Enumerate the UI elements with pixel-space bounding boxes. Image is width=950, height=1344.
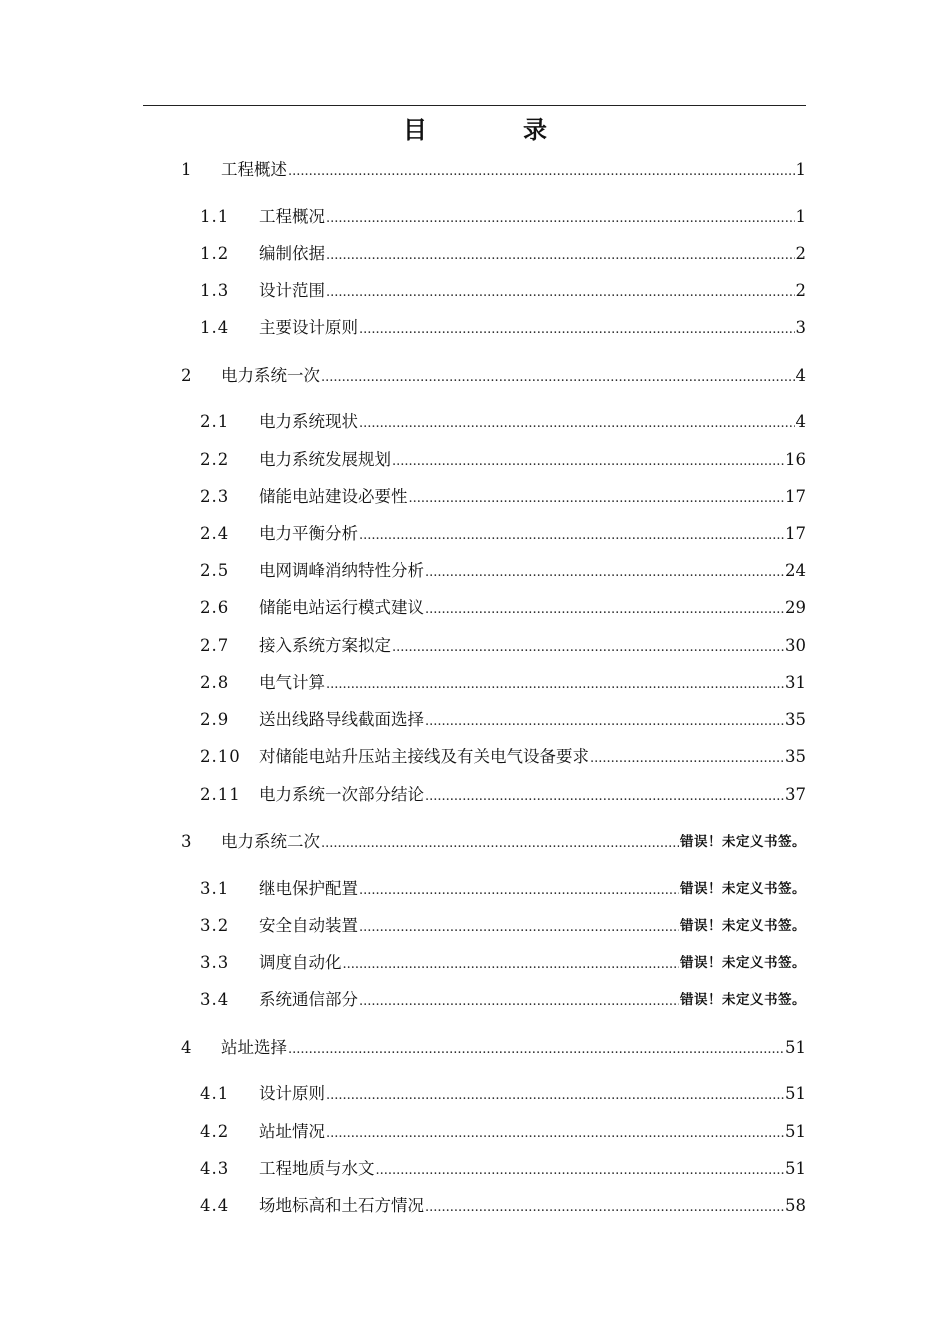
toc-entry-label: 储能电站运行模式建议 [259,598,424,617]
toc-entry-label: 编制依据 [259,244,325,263]
toc-leader-dots [392,633,784,659]
toc-entry-number: 2.1 [200,412,230,431]
toc-entry[interactable] [0,204,806,230]
toc-entry[interactable] [0,1193,806,1219]
toc-entry[interactable] [0,1035,806,1061]
toc-entry-number: 2.9 [200,710,230,729]
toc-entry-number: 4.2 [200,1122,230,1141]
toc-entry-label: 工程概述 [221,160,287,179]
toc-entry-label: 站址选择 [221,1038,287,1057]
toc-entry-number: 3.4 [200,990,230,1009]
toc-entry[interactable] [0,670,806,696]
toc-leader-dots [392,447,784,473]
toc-entry[interactable] [0,157,806,183]
toc-entry-number: 2.8 [200,673,230,692]
toc-entry-number: 1.2 [200,244,230,263]
toc-entry-page: 1 [795,207,806,226]
toc-entry-label: 主要设计原则 [259,318,358,337]
toc-entry-page: 17 [785,524,806,543]
toc-entry[interactable] [0,782,806,808]
toc-entry[interactable] [0,409,806,435]
toc-entry-page: 16 [785,450,806,469]
toc-entry-page-error: 错误！未定义书签。 [680,992,806,1008]
toc-entry-label: 场地标高和土石方情况 [259,1196,424,1215]
toc-entry-number: 3.2 [200,916,230,935]
toc-entry[interactable] [0,521,806,547]
toc-entry-label: 安全自动装置 [259,916,358,935]
toc-entry-page: 4 [795,412,806,431]
toc-entry-page: 31 [785,673,806,692]
toc-entry-number: 2.4 [200,524,230,543]
toc-entry-label: 接入系统方案拟定 [259,636,391,655]
toc-entry-label: 电网调峰消纳特性分析 [259,561,424,580]
toc-entry-number: 2.7 [200,636,230,655]
toc-entry[interactable] [0,278,806,304]
toc-entry-label: 系统通信部分 [259,990,358,1009]
toc-entry-number: 1.1 [200,207,230,226]
toc-entry-number: 4 [181,1038,193,1057]
toc-entry-label: 电力系统二次 [221,832,320,851]
toc-leader-dots [409,484,785,510]
toc-leader-dots [288,1035,784,1061]
toc-entry-page: 37 [785,785,806,804]
toc-entry-label: 设计范围 [259,281,325,300]
toc-entry-label: 电力系统一次部分结论 [259,785,424,804]
toc-leader-dots [590,744,784,770]
toc-leader-dots [326,1119,784,1145]
toc-entry-label: 电力系统现状 [259,412,358,431]
toc-leader-dots [321,829,679,855]
toc-leader-dots [326,204,795,230]
toc-entry-number: 2.11 [200,785,241,804]
toc-leader-dots [425,595,784,621]
toc-leader-dots [425,707,784,733]
toc-leader-dots [326,1081,784,1107]
toc-leader-dots [425,558,784,584]
toc-entry-number: 3.3 [200,953,230,972]
toc-entry-label: 电力平衡分析 [259,524,358,543]
toc-entry-page: 58 [785,1196,806,1215]
toc-entry-page: 4 [795,366,806,385]
toc-entry-label: 电气计算 [259,673,325,692]
page-title: 目 录 [403,116,583,144]
toc-entry[interactable] [0,595,806,621]
toc-entry-page: 30 [785,636,806,655]
toc-entry-page-error: 错误！未定义书签。 [680,881,806,897]
toc-entry[interactable] [0,744,806,770]
toc-entry-number: 2.6 [200,598,230,617]
toc-entry-label: 对储能电站升压站主接线及有关电气设备要求 [259,747,589,766]
toc-entry-label: 站址情况 [259,1122,325,1141]
toc-entry-label: 工程概况 [259,207,325,226]
toc-entry[interactable] [0,315,806,341]
toc-leader-dots [288,157,795,183]
toc-entry[interactable] [0,707,806,733]
toc-entry[interactable] [0,484,806,510]
toc-leader-dots [343,950,680,976]
toc-entry[interactable] [0,829,806,855]
toc-entry-page: 35 [785,710,806,729]
toc-leader-dots [425,1193,784,1219]
toc-entry-label: 继电保护配置 [259,879,358,898]
toc-entry-number: 2.2 [200,450,230,469]
toc-entry-page: 2 [795,244,806,263]
toc-entry[interactable] [0,447,806,473]
toc-entry[interactable] [0,1081,806,1107]
toc-entry-label: 设计原则 [259,1084,325,1103]
toc-entry[interactable] [0,363,806,389]
toc-entry-number: 4.3 [200,1159,230,1178]
toc-leader-dots [376,1156,785,1182]
toc-entry-page: 51 [785,1159,806,1178]
toc-entry-page: 2 [795,281,806,300]
toc-entry-label: 储能电站建设必要性 [259,487,408,506]
toc-entry[interactable] [0,1119,806,1145]
toc-entry[interactable] [0,876,806,902]
toc-entry-page: 1 [795,160,806,179]
toc-entry[interactable] [0,241,806,267]
toc-entry-number: 4.4 [200,1196,230,1215]
toc-entry-number: 2 [181,366,193,385]
toc-entry-page: 3 [795,318,806,337]
toc-entry-page: 35 [785,747,806,766]
toc-entry-label: 电力系统发展规划 [259,450,391,469]
toc-leader-dots [326,670,784,696]
toc-entry-number: 1 [181,160,193,179]
toc-entry[interactable] [0,950,806,976]
toc-entry-number: 4.1 [200,1084,230,1103]
toc-entry-page: 51 [785,1122,806,1141]
toc-entry-page-error: 错误！未定义书签。 [680,834,806,850]
toc-entry-label: 电力系统一次 [221,366,320,385]
header-rule [143,105,806,106]
toc-entry[interactable] [0,633,806,659]
toc-leader-dots [326,278,795,304]
toc-leader-dots [326,241,795,267]
toc-entry-page: 29 [785,598,806,617]
toc-leader-dots [425,782,784,808]
toc-leader-dots [359,521,784,547]
toc-leader-dots [359,315,795,341]
toc-entry-number: 3 [181,832,193,851]
toc-leader-dots [359,913,679,939]
toc-entry[interactable] [0,987,806,1013]
toc-leader-dots [359,876,679,902]
toc-entry-number: 1.4 [200,318,230,337]
toc-leader-dots [359,409,795,435]
toc-entry[interactable] [0,558,806,584]
toc-entry-page: 51 [785,1038,806,1057]
toc-leader-dots [359,987,679,1013]
toc-entry[interactable] [0,913,806,939]
toc-entry-page-error: 错误！未定义书签。 [680,955,806,971]
toc-entry-page: 17 [785,487,806,506]
toc-entry-page: 51 [785,1084,806,1103]
toc-entry-page-error: 错误！未定义书签。 [680,918,806,934]
toc-entry-label: 工程地质与水文 [259,1159,375,1178]
toc-entry-number: 2.5 [200,561,230,580]
toc-entry-number: 1.3 [200,281,230,300]
toc-leader-dots [321,363,795,389]
toc-entry-number: 2.3 [200,487,230,506]
toc-entry-number: 3.1 [200,879,230,898]
toc-entry-page: 24 [785,561,806,580]
toc-entry-label: 送出线路导线截面选择 [259,710,424,729]
toc-entry-label: 调度自动化 [259,953,342,972]
toc-entry[interactable] [0,1156,806,1182]
toc-entry-number: 2.10 [200,747,241,766]
